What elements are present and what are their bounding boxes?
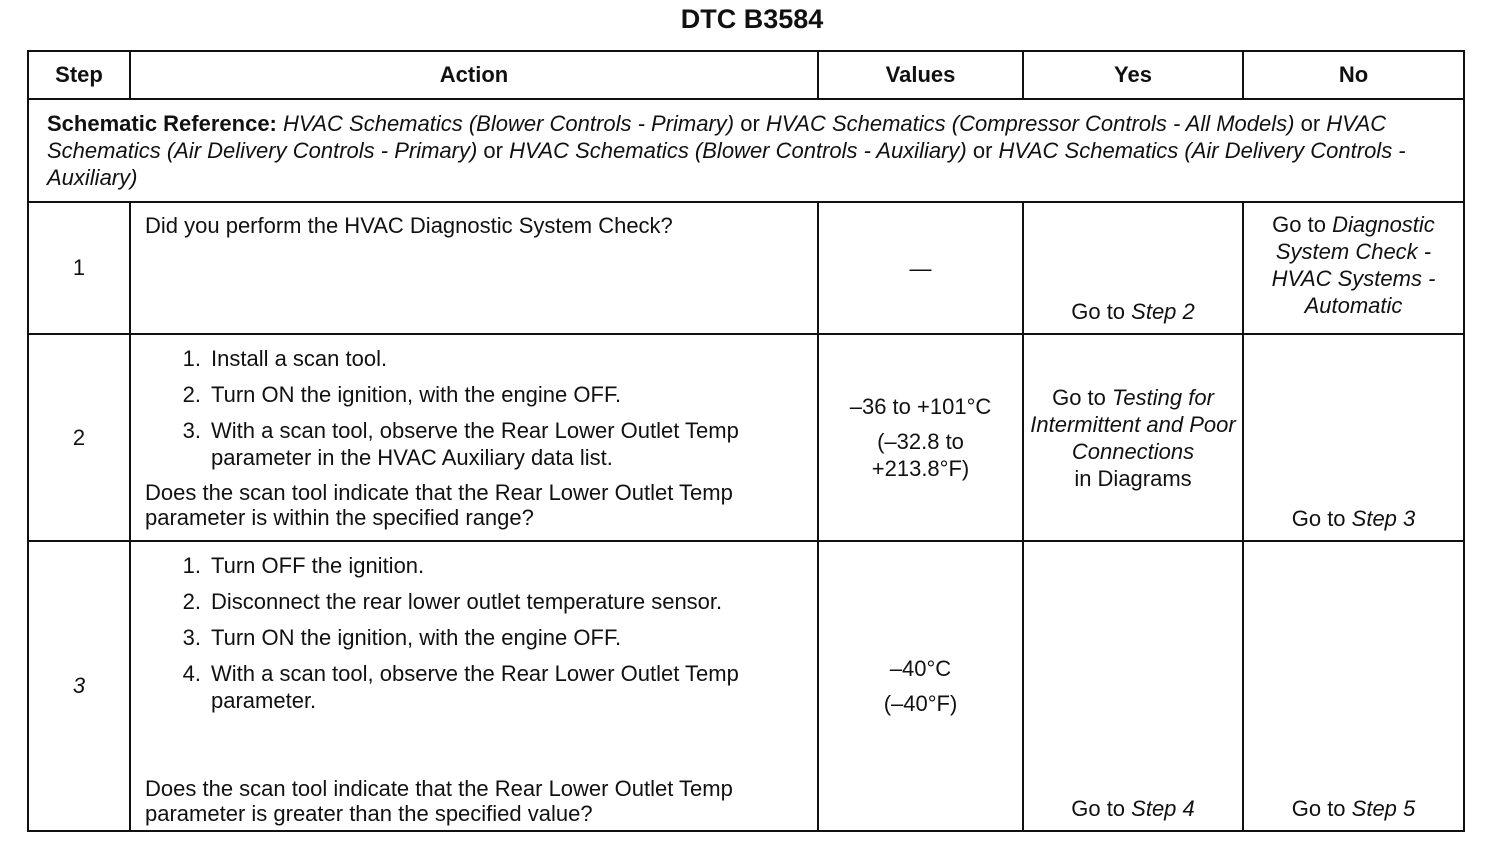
- list-item: 2. Turn ON the ignition, with the engine OFF.: [182, 382, 622, 407]
- header-yes: Yes: [1023, 51, 1243, 99]
- step-number: 1: [28, 202, 130, 334]
- header-row: [28, 51, 1464, 99]
- no-cell: Go to Step 3: [1243, 334, 1464, 541]
- yes-cell: Go to Testing for Intermittent and Poor Connections in Diagrams: [1023, 334, 1243, 541]
- action-cell: [130, 202, 818, 334]
- table-row: [28, 202, 1464, 334]
- schematic-label: Schematic Reference:: [47, 111, 277, 136]
- list-item: 3. Turn ON the ignition, with the engine OFF.: [182, 625, 622, 650]
- value-cell: —: [818, 202, 1023, 334]
- no-link: Diagnostic System Check - HVAC Systems - Automatic: [1271, 212, 1436, 318]
- value-cell: [818, 334, 1023, 541]
- table-row: [28, 334, 1464, 541]
- question-text: Does the scan tool indicate that the Rear Lower Outlet Temp parameter is greater than the specified value?: [145, 776, 733, 826]
- yes-link: Step 2: [1131, 299, 1195, 324]
- list-item: 3. With a scan tool, observe the Rear Lower Outlet Temp parameter in the HVAC Auxiliary data list.: [182, 418, 739, 470]
- step-list: [145, 345, 803, 471]
- header-values: Values: [818, 51, 1023, 99]
- schematic-ref-3: HVAC Schematics (Air Delivery Controls - Primary): [47, 111, 1387, 163]
- no-link: Step 3: [1351, 506, 1416, 531]
- no-link: Step 5: [1351, 796, 1416, 821]
- step-number: 2: [28, 334, 130, 541]
- schematic-ref-4: HVAC Schematics (Blower Controls - Auxiliary): [509, 138, 967, 163]
- schematic-ref-5: HVAC Schematics (Air Delivery Controls - Auxiliary): [47, 138, 1406, 190]
- schematic-ref-2: HVAC Schematics (Compressor Controls - All Models): [765, 111, 1295, 136]
- header-no: No: [1243, 51, 1464, 99]
- question-text: Did you perform the HVAC Diagnostic System Check?: [145, 213, 673, 238]
- yes-cell: Go to Step 4: [1023, 541, 1243, 831]
- list-item: 2. Disconnect the rear lower outlet temperature sensor.: [182, 589, 723, 614]
- action-cell: [130, 541, 818, 831]
- no-cell: Go to Diagnostic System Check - HVAC Systems - Automatic: [1243, 202, 1464, 334]
- yes-cell: Go to Step 2: [1023, 202, 1243, 334]
- step-number: 3: [28, 541, 130, 831]
- schematic-ref-1: HVAC Schematics (Blower Controls - Primary): [283, 111, 735, 136]
- action-cell: [130, 334, 818, 541]
- step-list: [145, 552, 803, 714]
- value-fahrenheit: (–40°F): [883, 691, 958, 716]
- schematic-row: [28, 99, 1464, 202]
- value-cell: [818, 541, 1023, 831]
- no-cell: Go to Step 5: [1243, 541, 1464, 831]
- header-action: Action: [130, 51, 818, 99]
- schematic-reference: Schematic Reference: HVAC Schematics (Blower Controls - Primary) or HVAC Schematics (Compressor Controls - All Models) or HVAC Schematics (Air Delivery Controls - Primary) or HVAC Schematics (Blower Controls - Auxiliary) or HVAC Schematics (Air Delivery Controls - Auxiliary): [28, 99, 1464, 202]
- yes-link: Step 4: [1131, 796, 1195, 821]
- page-title: DTC B3584: [680, 4, 824, 34]
- value-fahrenheit: (–32.8 to +213.8°F): [871, 429, 970, 481]
- diagnostic-table: [27, 50, 1465, 832]
- value-celsius: –40°C: [889, 656, 952, 681]
- question-text: Does the scan tool indicate that the Rear Lower Outlet Temp parameter is within the specified range?: [145, 480, 733, 530]
- table-row: [28, 541, 1464, 831]
- header-step: Step: [28, 51, 130, 99]
- yes-link: Testing for Intermittent and Poor Connections: [1030, 384, 1236, 464]
- list-item: 4. With a scan tool, observe the Rear Lower Outlet Temp parameter.: [182, 661, 739, 713]
- list-item: 1. Turn OFF the ignition.: [182, 553, 425, 578]
- value-celsius: –36 to +101°C: [849, 394, 992, 419]
- list-item: 1. Install a scan tool.: [182, 346, 388, 371]
